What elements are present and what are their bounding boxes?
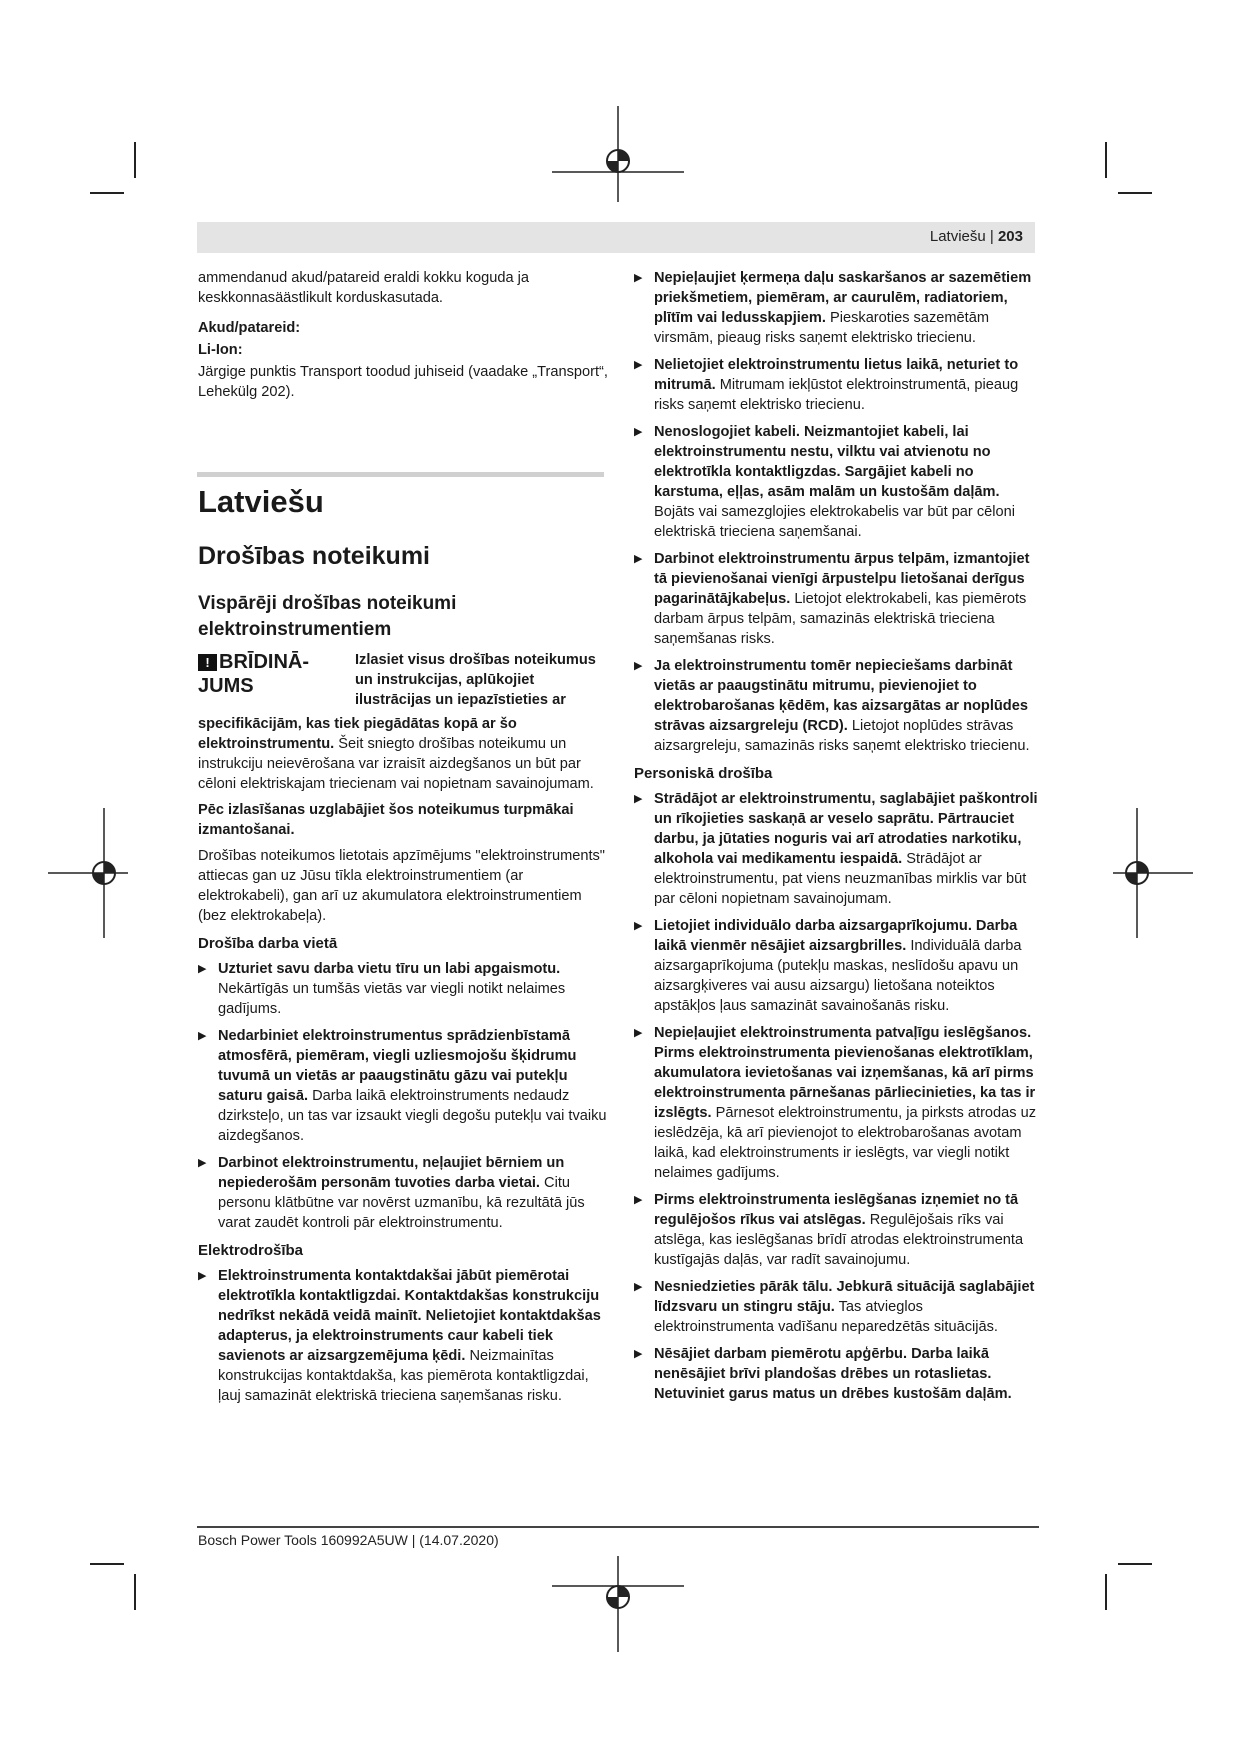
- page-footer: Bosch Power Tools 160992A5UW | (14.07.2020): [198, 1532, 499, 1548]
- list-item: [634, 1344, 1042, 1404]
- item-text: Tas atvieglos elektroinstrumenta vadīšanu neparedzētās situācijās.: [654, 1299, 998, 1335]
- list-item: [634, 1023, 1042, 1183]
- item-bold: Nesniedzieties pārāk tālu. Jebkurā situācijā saglabājiet līdzsvaru un stingru stāju.: [654, 1279, 1035, 1315]
- item-bold: Nēsājiet darbam piemērotu apģērbu. Darba laikā nenēsājiet brīvi plandošas drēbes un rotaslietas. Netuviniet garus matus un drēbes kustošām daļām.: [654, 1346, 1012, 1402]
- right-column: [634, 268, 1042, 1411]
- registration-mark-icon: [552, 106, 684, 202]
- warning-continuation-bold: specifikācijām, kas tiek piegādātas kopā ar šo elektroinstrumentu.: [198, 716, 517, 752]
- page-header: [197, 222, 1035, 253]
- page-number: 203: [997, 228, 1023, 245]
- safety-title: Drošības noteikumi: [198, 542, 430, 570]
- item-text: Lietojot noplūdes strāvas aizsargreleju, samazinās risks saņemt elektrisko triecienu.: [654, 718, 1030, 754]
- list-item: [634, 916, 1042, 1016]
- batteries-heading: Akud/patareid:: [198, 320, 301, 336]
- item-bold: Darbinot elektroinstrumentu ārpus telpām, izmantojiet tā pievienošanai vienīgi ārpustelpu lietošanai derīgus pagarinātājkabeļus.: [654, 551, 1030, 607]
- registration-mark-icon: [1113, 808, 1193, 938]
- item-text: Darba laikā elektroinstruments nedaudz dzirksteļo, un tas var izsaukt viegli degošu putekļu vai tvaiku aizdegšanos.: [218, 1088, 607, 1144]
- list-item: [634, 656, 1042, 756]
- list-item: [198, 1026, 608, 1146]
- crop-mark: [1118, 1563, 1152, 1565]
- item-bold: Uzturiet savu darba vietu tīru un labi apgaismotu.: [218, 961, 561, 977]
- item-text: Pārnesot elektroinstrumentu, ja pirksts atrodas uz ieslēdzēja, kā arī pievienojot to elektrobarošanas avotam laikā, kad elektroinstruments ir ieslēgts, var viegli notikt nelaimes gadījums.: [654, 1105, 1037, 1181]
- crop-mark: [1105, 1574, 1107, 1610]
- item-text: Lietojot elektrokabeli, kas piemērots darbam ārpus telpām, samazinās elektriskā trieciena saņemšanas risks.: [654, 591, 1027, 647]
- list-item: [634, 268, 1042, 348]
- item-text: Bojāts vai samezglojies elektrokabelis var būt par cēloni elektriskā trieciena saņemšanai.: [654, 504, 1015, 540]
- footer-rule: [197, 1526, 1039, 1528]
- crop-mark: [134, 1574, 136, 1610]
- crop-mark: [90, 192, 124, 194]
- item-bold: Strādājot ar elektroinstrumentu, saglabājiet paškontroli un rīkojieties saskaņā ar veselo saprātu. Pārtrauciet darbu, ja jūtaties noguris vai arī atrodaties narkotiku, alkohola vai medikamentu iespaidā.: [654, 791, 1038, 867]
- transport-paragraph: Järgige punktis Transport toodud juhiseid (vaadake „Transport“, Lehekülg 202).: [198, 364, 608, 400]
- electrical-heading: Elektrodrošība: [198, 1242, 304, 1259]
- list-item: [634, 1277, 1042, 1337]
- item-bold: Nepieļaujiet ķermeņa daļu saskaršanos ar sazemētiem priekšmetiem, piemēram, ar caurulēm, radiatoriem, plītīm vai ledusskapjiem.: [654, 270, 1032, 326]
- personal-safety-heading: Personiskā drošība: [634, 765, 773, 782]
- item-bold: Elektroinstrumenta kontaktdakšai jābūt piemērotai elektrotīkla kontaktligzdai. Kontaktdakšas konstrukciju nedrīkst nekādā veidā mainīt. Nelietojiet kontaktdakšas adapterus, ja elektroinstruments caur kabeli tiek savienots ar aizsargzemējuma ķēdi.: [218, 1268, 601, 1364]
- item-text: Mitrumam iekļūstot elektroinstrumentā, pieaug risks saņemt elektrisko triecienu.: [654, 377, 1019, 413]
- list-item: [634, 549, 1042, 649]
- item-bold: Pirms elektroinstrumenta ieslēgšanas izņemiet no tā regulējošos rīkus vai atslēgas.: [654, 1192, 1019, 1228]
- item-text: Pieskaroties sazemētām virsmām, pieaug risks saņemt elektrisko triecienu.: [654, 310, 989, 346]
- header-section-page: Latviešu | 203: [929, 228, 1023, 245]
- general-safety-title: Vispārēji drošības noteikumi elektroinstrumentiem: [198, 593, 457, 640]
- crop-mark: [1118, 192, 1152, 194]
- header-section: Latviešu: [929, 228, 986, 245]
- warning-intro: Izlasiet visus drošības noteikumus un instrukcijas, aplūkojiet ilustrācijas un iepazīstieties ar: [355, 652, 596, 708]
- list-item: [634, 422, 1042, 542]
- list-item: [634, 1190, 1042, 1270]
- list-item: [198, 1153, 608, 1233]
- crop-mark: [134, 142, 136, 178]
- item-text: Individuālā darba aizsargaprīkojuma (putekļu maskas, neslīdošu apavu un aizsargķiveres vai ausu aizsargu) lietošana noteiktos apstākļos ļaus samazināt savainošanās risku.: [654, 938, 1022, 1014]
- registration-mark-icon: [552, 1556, 684, 1652]
- list-item: [634, 355, 1042, 415]
- warning-label-text: BRĪDINĀ-JUMS: [198, 651, 309, 697]
- section-divider: [197, 472, 604, 477]
- warning-triangle-icon: !: [198, 654, 217, 671]
- warning-label: [198, 650, 348, 698]
- item-text: Strādājot ar elektroinstrumentu, pat viens neuzmanības mirklis var būt par cēloni nopietnam savainojumam.: [654, 851, 1027, 907]
- item-bold: Nedarbiniet elektroinstrumentus sprādzienbīstamā atmosfērā, piemēram, viegli uzliesmojošu šķidrumu tuvumā un vietās ar paaugstinātu gāzu vai putekļu saturu gaisā.: [218, 1028, 577, 1104]
- item-text: Citu personu klātbūtne var novērst uzmanību, kā rezultātā jūs varat zaudēt kontroli pār elektroinstrumentu.: [218, 1175, 585, 1231]
- crop-mark: [1105, 142, 1107, 178]
- work-area-heading: Drošība darba vietā: [198, 935, 338, 952]
- item-bold: Nenoslogojiet kabeli. Neizmantojiet kabeli, lai elektroinstrumentu nestu, vilktu vai atvienotu no elektrotīkla kontaktligzdas. Sargājiet kabeli no karstuma, eļļas, asām malām un kustošām daļām.: [654, 424, 1000, 500]
- keep-notice: Pēc izlasīšanas uzglabājiet šos noteikumus turpmākai izmantošanai.: [198, 802, 574, 838]
- item-bold: Ja elektroinstrumentu tomēr nepieciešams darbināt vietās ar paaugstinātu mitrumu, pievienojiet to elektrobarošanas ķēdēm, kas aizsargātas ar noplūdes strāvas aizsargreleju (RCD).: [654, 658, 1028, 734]
- liion-heading: Li-Ion:: [198, 342, 243, 358]
- list-item: [198, 1266, 608, 1406]
- warning-continuation-text: Šeit sniegto drošības noteikumu un instrukciju neievērošana var izraisīt aizdegšanos un būt par cēloni elektriskajam triecienam vai nopietnam savainojumam.: [198, 736, 594, 792]
- language-title: Latviešu: [198, 484, 324, 519]
- item-text: Nekārtīgās un tumšās vietās var viegli notikt nelaimes gadījums.: [218, 981, 566, 1017]
- item-text: Regulējošais rīks vai atslēga, kas ieslēgšanas brīdī atrodas elektroinstrumenta kustīgajās daļās, var radīt savainojumu.: [654, 1212, 1024, 1268]
- item-bold: Nepieļaujiet elektroinstrumenta patvaļīgu ieslēgšanos. Pirms elektroinstrumenta pievienošanas elektrotīklam, akumulatora ievietošanas vai izņemšanas, kā arī pirms elektroinstrumenta pārnešanas pārliecinieties, ka tas ir izslēgts.: [654, 1025, 1036, 1121]
- warning-continuation: [198, 714, 608, 794]
- registration-mark-icon: [48, 808, 128, 938]
- crop-mark: [90, 1563, 124, 1565]
- item-bold: Lietojiet individuālo darba aizsargaprīkojumu. Darba laikā vienmēr nēsājiet aizsargbrilles.: [654, 918, 1018, 954]
- item-text: Neizmainītas konstrukcijas kontaktdakša, kas piemērota kontaktligzdai, ļauj samazināt elektriskā trieciena saņemšanas risku.: [218, 1348, 589, 1404]
- recycling-paragraph: ammendanud akud/patareid eraldi kokku koguda ja keskkonnasäästlikult korduskasutada.: [198, 270, 530, 306]
- left-column-top: [198, 268, 608, 408]
- term-note: Drošības noteikumos lietotais apzīmējums "elektroinstruments" attiecas gan uz Jūsu tīkla elektroinstrumentiem (ar elektrokabeli), gan arī uz akumulatora elektroinstrumentiem (bez elektrokabeļa).: [198, 848, 605, 924]
- left-column-main: [198, 714, 608, 1413]
- list-item: [198, 959, 608, 1019]
- item-bold: Darbinot elektroinstrumentu, neļaujiet bērniem un nepiederošām personām tuvoties darba vietai.: [218, 1155, 565, 1191]
- item-bold: Nelietojiet elektroinstrumentu lietus laikā, neturiet to mitrumā.: [654, 357, 1019, 393]
- list-item: [634, 789, 1042, 909]
